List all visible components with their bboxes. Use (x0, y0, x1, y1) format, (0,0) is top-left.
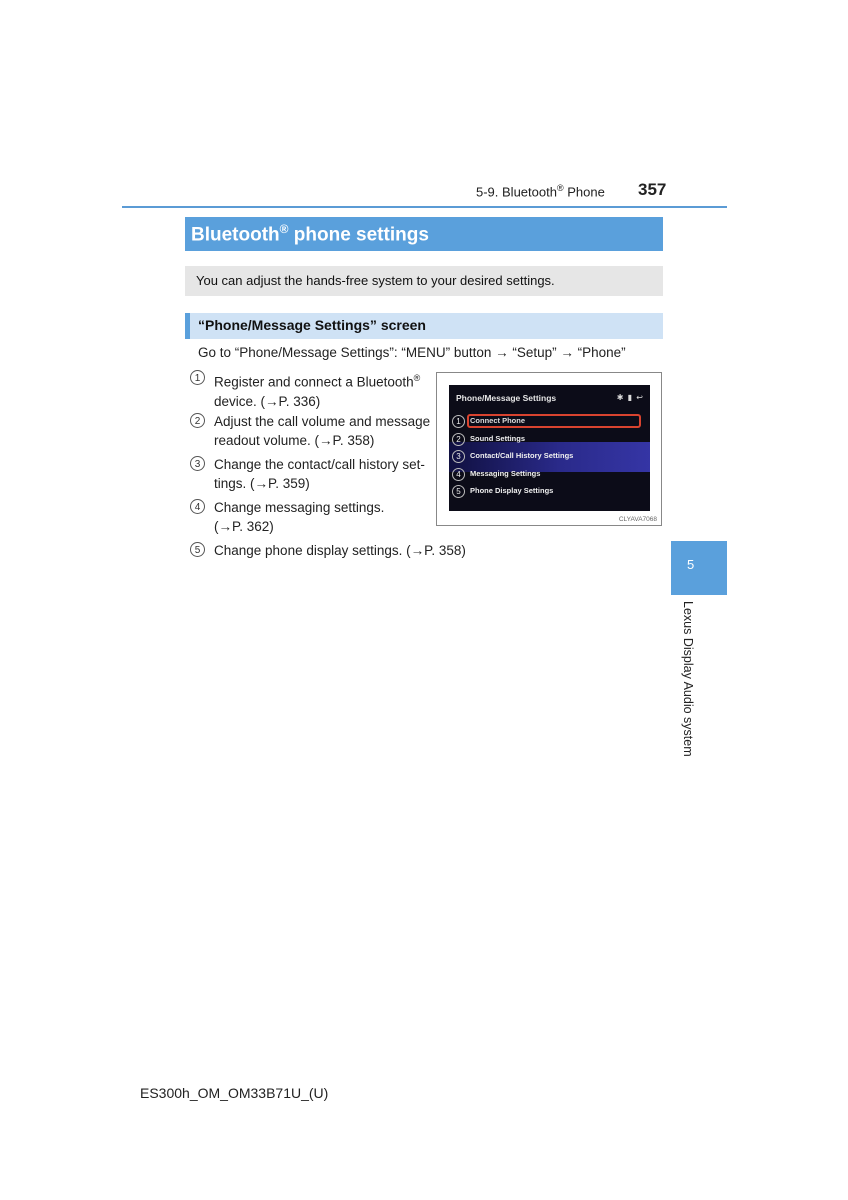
section-title-registered: ® (279, 222, 289, 236)
intro-box (185, 266, 663, 296)
item-number-badge: 5 (190, 542, 205, 557)
footer-code: ES300h_OM_OM33B71U_(U) (140, 1085, 329, 1101)
item-line: (→P. 362) (214, 519, 274, 534)
screen-item-label: Contact/Call History Settings (470, 451, 574, 460)
subheading-text: “Phone/Message Settings” screen (198, 317, 426, 333)
item-text (214, 412, 430, 450)
screen-menu-item[interactable] (449, 431, 650, 448)
section-title-text: Bluetooth (191, 224, 280, 246)
screen-item-label: Messaging Settings (470, 469, 541, 478)
item-line: Change phone display settings. (→P. 358) (214, 543, 466, 558)
item-text (214, 498, 384, 536)
screen-item-number: 4 (452, 468, 465, 481)
status-icons: ✱ ▮ ↩ (616, 393, 644, 402)
display-screen (449, 385, 650, 511)
header-registered-mark: ® (556, 183, 564, 193)
item-text (214, 369, 420, 411)
screen-menu-item[interactable] (449, 483, 650, 500)
item-number-badge: 4 (190, 499, 205, 514)
chapter-number: 5 (687, 557, 695, 572)
item-line: readout volume. (→P. 358) (214, 433, 375, 448)
section-title (191, 222, 429, 246)
header-section-suffix: Phone (563, 184, 605, 200)
screen-item-number: 2 (452, 433, 465, 446)
header-section-title (476, 183, 605, 199)
chapter-label-container (681, 601, 697, 761)
screen-item-number: 1 (452, 415, 465, 428)
item-text (214, 541, 466, 560)
screen-illustration (436, 372, 662, 526)
item-number-badge: 2 (190, 413, 205, 428)
header-rule (122, 206, 727, 208)
screen-menu-item[interactable] (449, 448, 650, 465)
item-number-badge: 1 (190, 370, 205, 385)
screen-item-label: Sound Settings (470, 434, 525, 443)
item-line: Change messaging settings. (214, 500, 385, 515)
item-line: Adjust the call volume and message (214, 414, 431, 429)
item-line: device. (→P. 336) (214, 393, 321, 409)
subheading-bar (185, 313, 663, 339)
screen-item-label: Connect Phone (470, 416, 526, 425)
screen-menu-item[interactable] (449, 413, 650, 430)
header-section-prefix: 5-9. Bluetooth (476, 184, 557, 200)
screen-item-label: Phone Display Settings (470, 486, 554, 495)
item-number-badge: 3 (190, 456, 205, 471)
section-title-bar (185, 217, 663, 251)
screen-title: Phone/Message Settings (456, 393, 557, 403)
chapter-label: Lexus Display Audio system (681, 601, 695, 757)
chapter-tab (671, 541, 727, 595)
instruction-text: Go to “Phone/Message Settings”: “MENU” button → “Setup” → “Phone” (198, 345, 626, 360)
page-number: 357 (638, 180, 667, 199)
screen-item-number: 3 (452, 450, 465, 463)
intro-text: You can adjust the hands-free system to your desired settings. (196, 273, 555, 288)
screen-item-number: 5 (452, 485, 465, 498)
item-line: Change the contact/call history set- (214, 457, 425, 472)
item-registered-mark: ® (413, 373, 421, 383)
section-title-suffix: phone settings (288, 224, 429, 246)
screen-menu-item[interactable] (449, 466, 650, 483)
illustration-code: CLYAVA7068 (618, 516, 657, 523)
item-line: Register and connect a Bluetooth (214, 374, 414, 390)
item-text (214, 455, 425, 493)
item-line: tings. (→P. 359) (214, 476, 310, 491)
